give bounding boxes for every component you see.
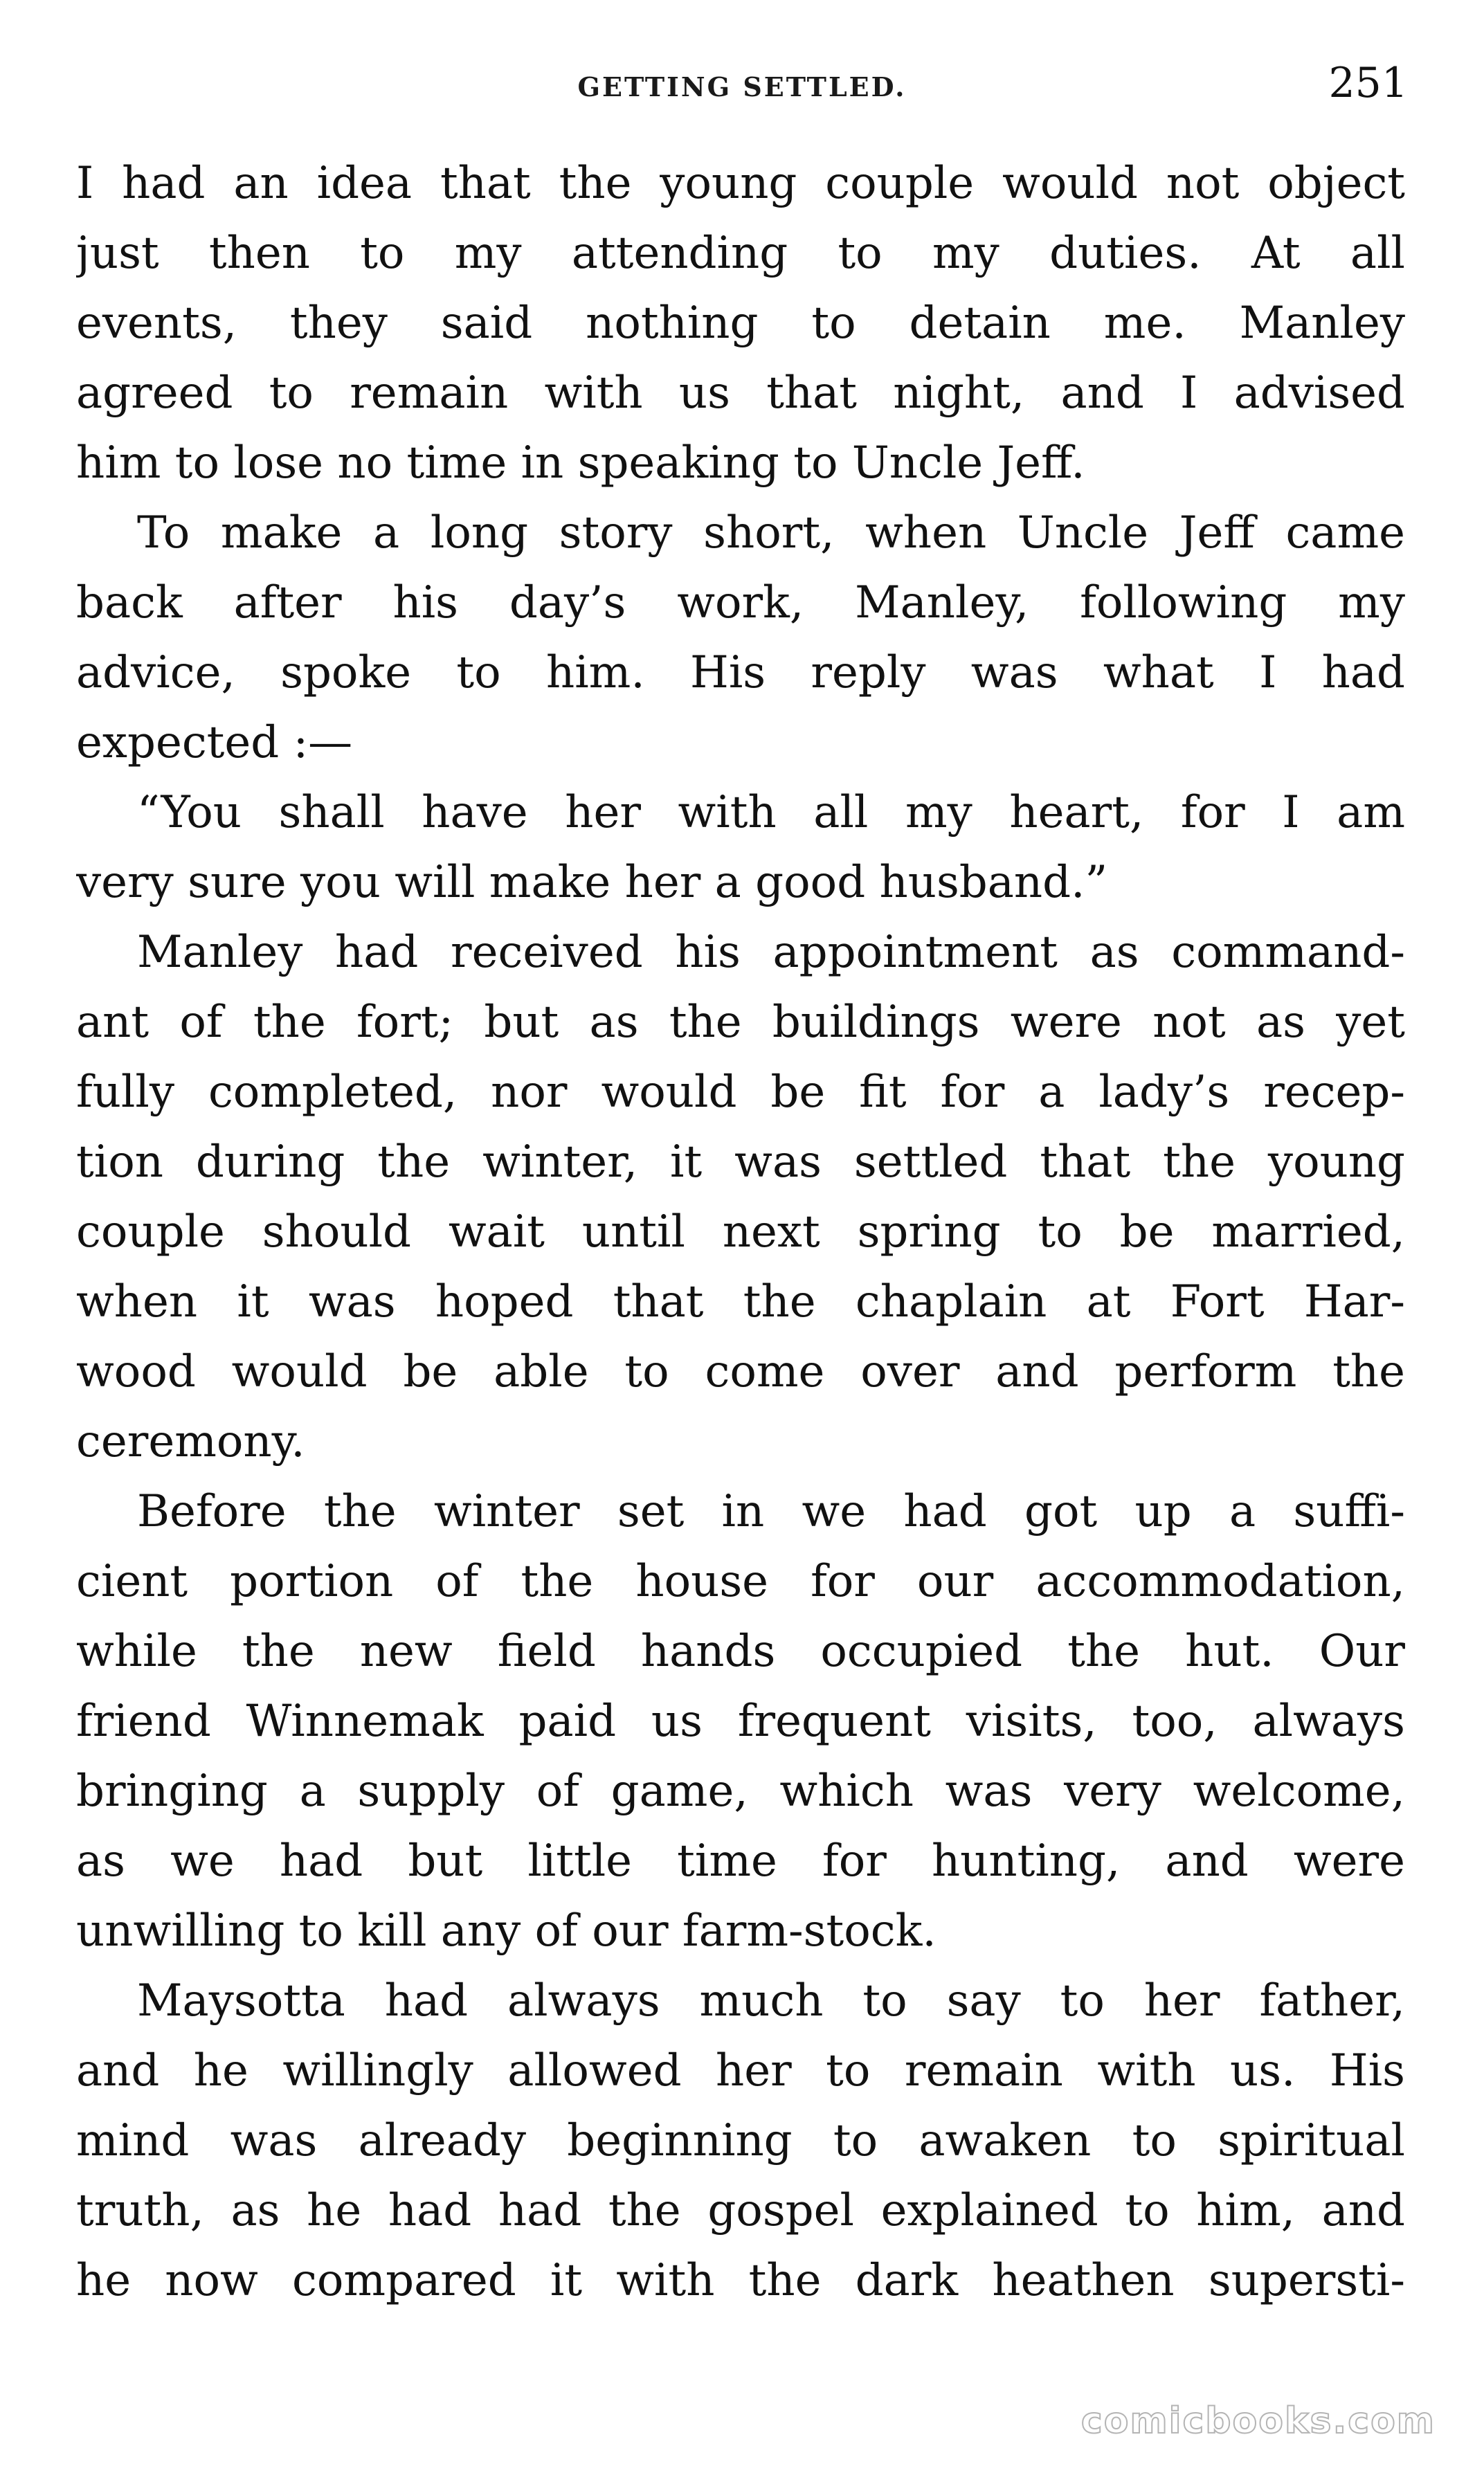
paragraph [76,498,1405,778]
text-line: ant of the fort; but as the buildings were not as yet [76,997,1405,1048]
text-line: him to lose no time in speaking to Uncle Jeff. [76,437,1085,489]
text-line: wood would be able to come over and perform the [76,1346,1405,1397]
text-line: he now compared it with the dark heathen supersti- [76,2255,1405,2306]
text-line: truth, as he had had the gospel explained to him, and [76,2185,1405,2236]
text-line: while the new field hands occupied the hut. Our [76,1626,1405,1677]
text-line: To make a long story short, when Uncle Jeff came [137,507,1405,559]
paragraph [76,918,1405,1477]
text-line: friend Winnemak paid us frequent visits, too, always [76,1696,1405,1747]
text-line: tion during the winter, it was settled that the young [76,1136,1405,1188]
paragraph [76,1966,1405,2316]
text-line: I had an idea that the young couple would not object [76,158,1405,209]
paragraph [76,778,1405,918]
text-line: fully completed, nor would be fit for a lady’s recep- [76,1067,1405,1118]
text-line: and he willingly allowed her to remain with us. His [76,2045,1405,2096]
text-line: cient portion of the house for our accommodation, [76,1556,1405,1607]
text-line: advice, spoke to him. His reply was what I had [76,647,1405,698]
text-line: when it was hoped that the chaplain at Fort Har- [76,1276,1405,1328]
text-line: unwilling to kill any of our farm-stock. [76,1905,936,1957]
text-line: “You shall have her with all my heart, for I am [137,787,1405,838]
text-line: events, they said nothing to detain me. Manley [76,298,1405,349]
text-line: mind was already beginning to awaken to spiritual [76,2115,1405,2166]
watermark-logo: comicbooks.com [1080,2400,1436,2442]
text-line: ceremony. [76,1416,305,1467]
text-line: as we had but little time for hunting, and were [76,1836,1405,1887]
text-line: Maysotta had always much to say to her father, [137,1975,1405,2027]
paragraph [76,149,1405,498]
text-line: couple should wait until next spring to be married, [76,1206,1405,1258]
text-line: Manley had received his appointment as command- [137,927,1405,978]
running-title: GETTING SETTLED. [577,71,907,102]
text-line: Before the winter set in we had got up a suffi- [137,1486,1405,1537]
text-line: agreed to remain with us that night, and I advised [76,368,1405,419]
running-head [76,59,1408,114]
text-line: back after his day’s work, Manley, following my [76,577,1405,628]
text-line: bringing a supply of game, which was very welcome, [76,1766,1405,1817]
page-number: 251 [1328,59,1408,107]
text-line: very sure you will make her a good husband.” [76,857,1108,908]
text-line: just then to my attending to my duties. At all [76,228,1405,279]
paragraph [76,1477,1405,1966]
text-line: expected :— [76,717,353,768]
body-text [76,149,1405,2316]
